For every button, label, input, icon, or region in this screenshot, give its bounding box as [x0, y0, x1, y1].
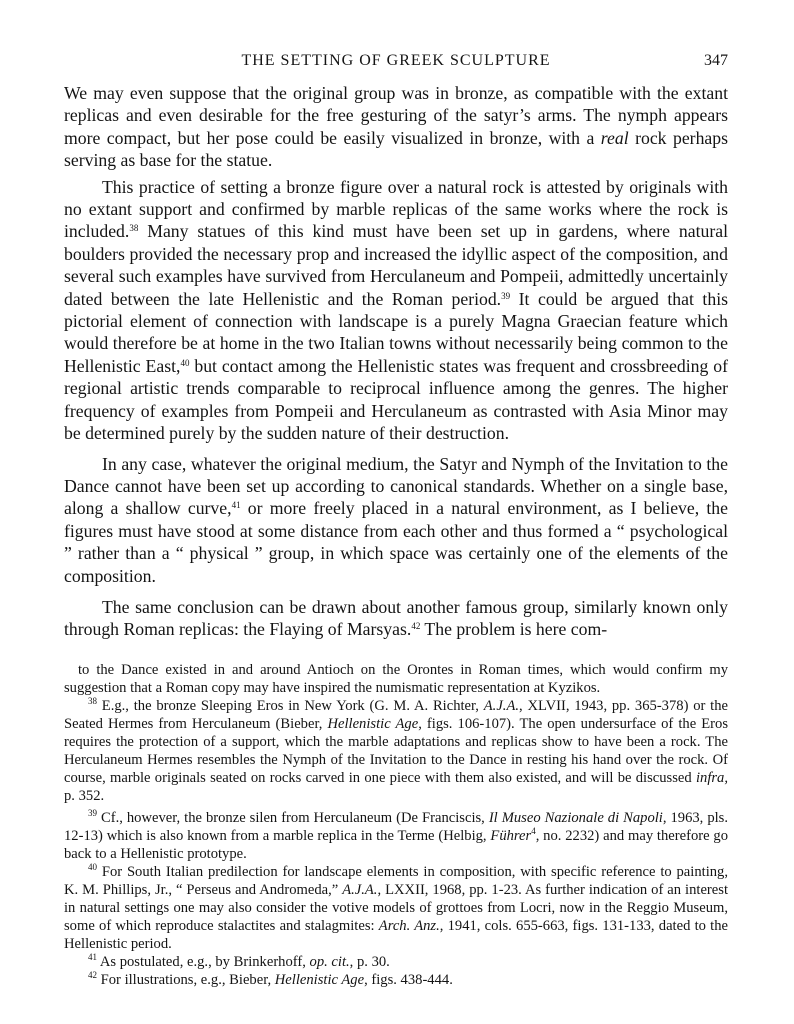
footnotes	[64, 661, 728, 990]
footnote-39: $^{39}$ Cf., however, the bronze silen from Herculaneum (De Franciscis, Il Museo Nazionale di Napoli, 1963, pls. 12-13) which is also known from a marble replica in the Terme (Helbig, Führer$^4$, no. 2232) and may therefore go back to a Hellenistic prototype.	[64, 807, 728, 862]
footnote-38: $^{38}$ E.g., the bronze Sleeping Eros in New York (G. M. A. Richter, A.J.A., XLVII, 1943, pp. 365-378) or the Seated Hermes from Herculaneum (Bieber, Hellenistic Age, figs. 106-107). The open undersurface of the Eros requires the protection of a support, which the marble adaptations and replicas show to have been a rock. The Herculaneum Hermes resembles the Nymph of the Invitation to the Dance in resting his hand over the rock. Of course, marble originals seated on rocks carved in one piece with them also existed, and will be discussed infra, p. 352.	[64, 695, 728, 805]
footnote-42: $^{42}$ For illustrations, e.g., Bieber, Hellenistic Age, figs. 438-444.	[88, 970, 453, 989]
page	[64, 52, 728, 989]
paragraph-2: This practice of setting a bronze figure over a natural rock is attested by originals with no extant support and confirmed by marble replicas of the same works where the rock is included.$^{38}$ Many statues of this kind must have been set up in gardens, where natural boulders provided the necessary prop and increased the idyllic aspect of the composition, and several such examples have survived from Herculaneum and Pompeii, admittedly uncertainly dated between the late Hellenistic and the Roman period.$^{39}$ It could be argued that this pictorial element of connection with landscape is a purely Magna Graecian feature which would therefore be at home in the two Italian towns without necessarily being common to the Hellenistic East,$^{40}$ but contact among the Hellenistic states was frequent and crossbreeding of regional artistic trends comparable to reciprocal influence among the genres. The higher frequency of examples from Pompeii and Herculaneum as contrasted with Asia Minor may be determined purely by the sudden nature of their destruction.	[64, 176, 728, 444]
footnote-ref-42: 42	[411, 621, 421, 632]
paragraph-4: The same conclusion can be drawn about another famous group, similarly known only through Roman replicas: the Flaying of Marsyas.$^{42}$ The problem is here com-	[64, 596, 728, 640]
footnote-ref-39: 39	[501, 290, 511, 301]
page-header	[64, 52, 728, 82]
footnote-ref-41: 41	[231, 500, 241, 511]
page-number: 347	[704, 52, 728, 69]
footnote-40: $^{40}$ For South Italian predilection for landscape elements in composition, with specific reference to painting, K. M. Phillips, Jr., “ Perseus and Andromeda,” A.J.A., LXXII, 1968, pp. 1-23. As further indication of an interest in natural settings one may also consider the votive models of grottoes from Locri, now in the Reggio Museum, some of which reproduce stalactites and stalagmites: Arch. Anz., 1941, cols. 655-663, figs. 131-133, dated to the Hellenistic period.	[64, 861, 728, 953]
body-text	[64, 82, 728, 641]
footnote-continuation: to the Dance existed in and around Antioch on the Orontes in Roman times, which would confirm my suggestion that a Roman copy may have inspired the numismatic representation at Kyzikos.	[64, 661, 728, 696]
footnote-41: $^{41}$ As postulated, e.g., by Brinkerhoff, op. cit., p. 30.	[88, 952, 390, 971]
paragraph-1: We may even suppose that the original group was in bronze, as compatible with the extant replicas and even desirable for the free gesturing of the satyr’s arms. The nymph appears more compact, but her pose could be easily visualized in bronze, with a real rock perhaps serving as base for the statue.	[64, 83, 728, 171]
paragraph-3: In any case, whatever the original medium, the Satyr and Nymph of the Invitation to the Dance cannot have been set up according to canonical standards. Whether on a single base, along a shallow curve,$^{41}$ or more freely placed in a natural environment, as I believe, the figures must have stood at some distance from each other and thus formed a “ psychological ” rather than a “ physical ” group, in which space was certainly one of the elements of the composition.	[64, 453, 728, 586]
footnote-ref-40: 40	[180, 357, 190, 368]
footnote-ref-38: 38	[129, 223, 139, 234]
running-head: THE SETTING OF GREEK SCULPTURE	[241, 52, 551, 69]
